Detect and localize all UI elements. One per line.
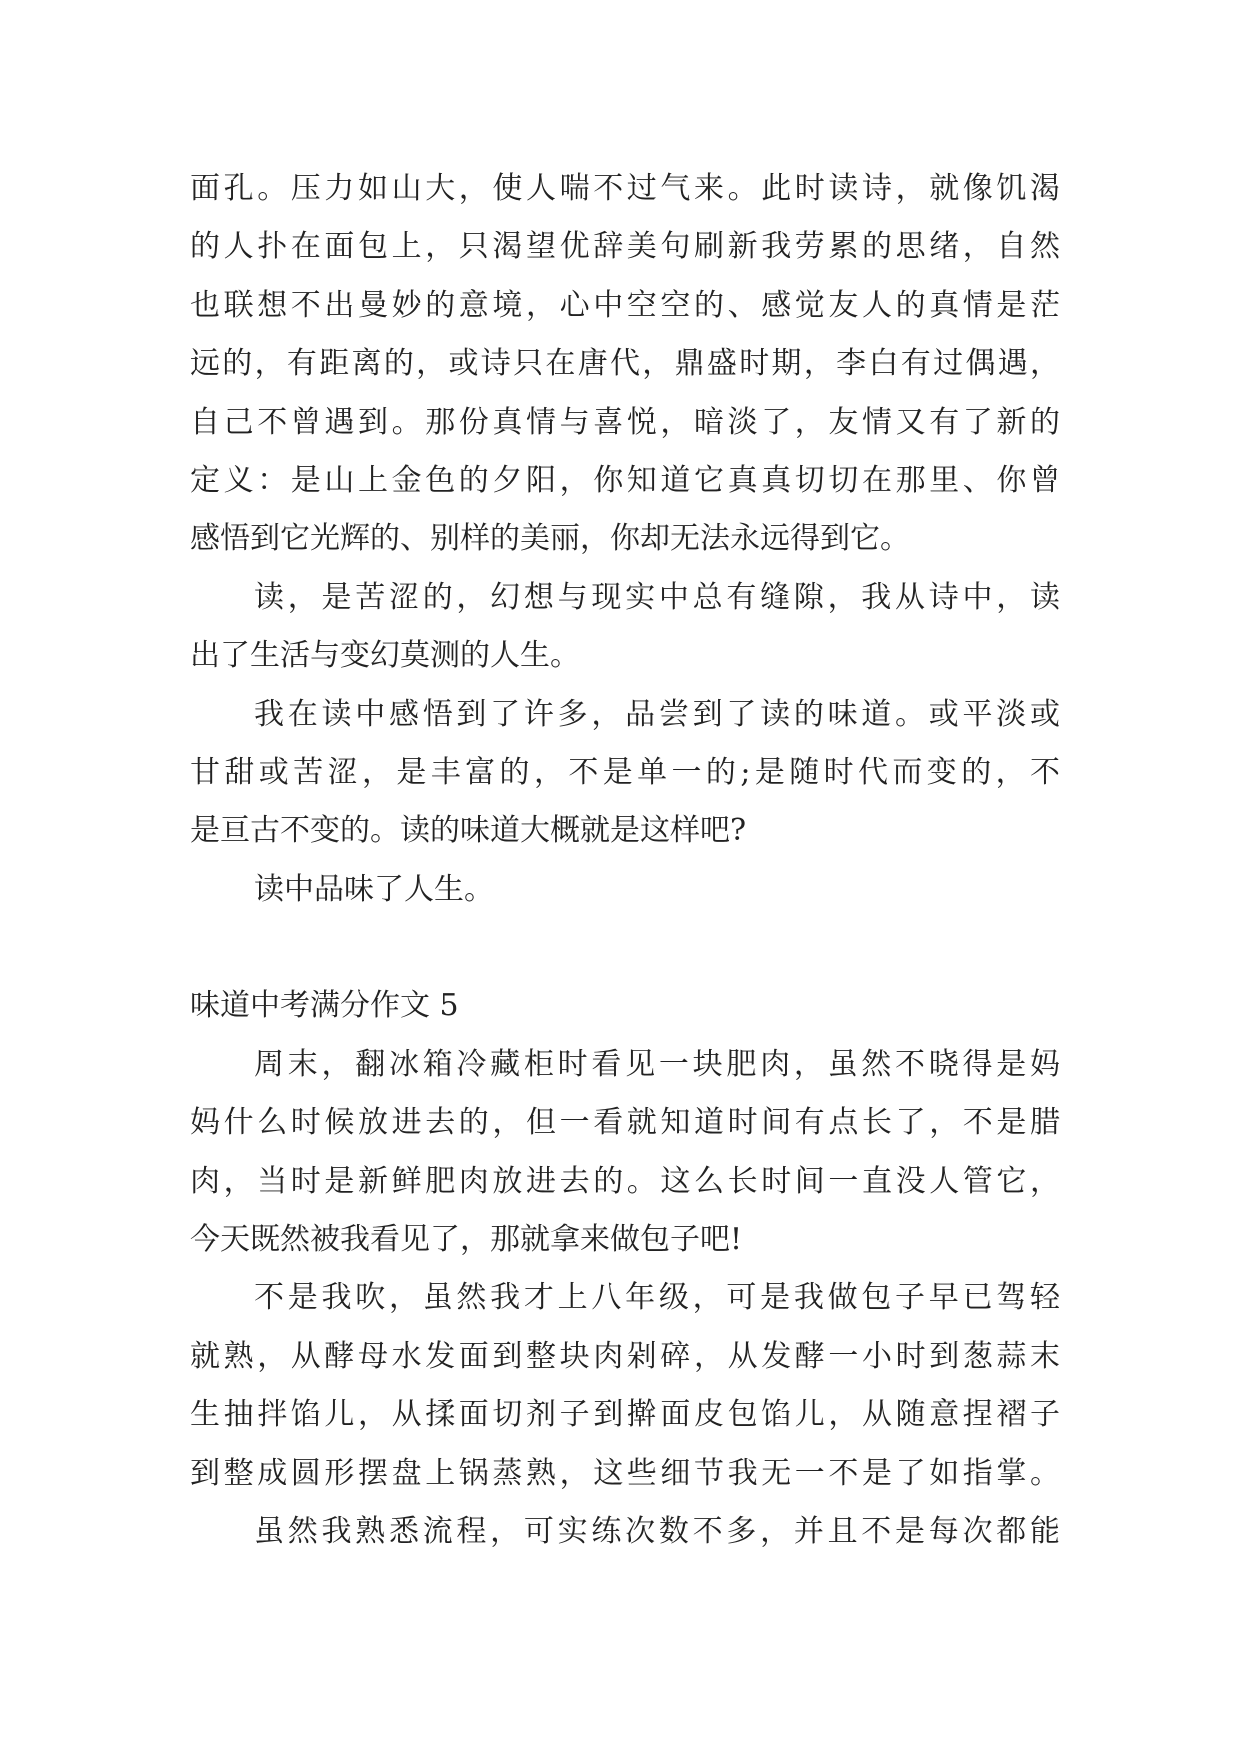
paragraph xyxy=(190,1503,1060,1561)
text-line: 出了生活与变幻莫测的人生。 xyxy=(190,638,580,674)
paragraph xyxy=(190,861,1060,919)
paragraph xyxy=(190,686,1060,861)
text-line: 到整成圆形摆盘上锅蒸熟，这些细节我无一不是了如指掌。 xyxy=(190,1455,1060,1491)
text-line: 就熟，从酵母水发面到整块肉剁碎，从发酵一小时到葱蒜末 xyxy=(190,1338,1060,1374)
text-line: 也联想不出曼妙的意境，心中空空的、感觉友人的真情是茫 xyxy=(190,287,1060,323)
text-line: 生抽拌馅儿，从揉面切剂子到擀面皮包馅儿，从随意捏褶子 xyxy=(190,1397,1060,1433)
text-line: 远的，有距离的，或诗只在唐代，鼎盛时期，李白有过偶遇， xyxy=(190,346,1060,382)
text-line: 感悟到它光辉的、别样的美丽，你却无法永远得到它。 xyxy=(190,521,910,557)
paragraph xyxy=(190,160,1060,569)
text-line: 今天既然被我看见了，那就拿来做包子吧! xyxy=(190,1222,743,1258)
section-title: 味道中考满分作文 5 xyxy=(190,988,459,1024)
text-line: 定义：是山上金色的夕阳，你知道它真真切切在那里、你曾 xyxy=(190,462,1060,498)
paragraph xyxy=(190,1269,1060,1503)
text-line: 妈什么时候放进去的，但一看就知道时间有点长了，不是腊 xyxy=(190,1105,1060,1141)
text-line: 自己不曾遇到。那份真情与喜悦，暗淡了，友情又有了新的 xyxy=(190,404,1060,440)
text-line: 读，是苦涩的，幻想与现实中总有缝隙，我从诗中，读 xyxy=(254,579,1060,615)
text-line: 是亘古不变的。读的味道大概就是这样吧? xyxy=(190,813,747,849)
text-line: 的人扑在面包上，只渴望优辞美句刷新我劳累的思绪，自然 xyxy=(190,229,1060,265)
paragraph xyxy=(190,1036,1060,1270)
paragraph xyxy=(190,569,1060,686)
text-line: 虽然我熟悉流程，可实练次数不多，并且不是每次都能 xyxy=(254,1513,1060,1549)
document-body xyxy=(190,160,1060,1561)
text-line: 甘甜或苦涩，是丰富的，不是单一的;是随时代而变的，不 xyxy=(190,754,1060,790)
text-line: 周末，翻冰箱冷藏柜时看见一块肥肉，虽然不晓得是妈 xyxy=(254,1046,1060,1082)
text-line: 我在读中感悟到了许多，品尝到了读的味道。或平淡或 xyxy=(254,696,1060,732)
spacer xyxy=(190,919,1060,977)
text-line: 面孔。压力如山大，使人喘不过气来。此时读诗，就像饥渴 xyxy=(190,171,1060,206)
text-line: 肉，当时是新鲜肥肉放进去的。这么长时间一直没人管它， xyxy=(190,1163,1060,1199)
text-line: 读中品味了人生。 xyxy=(254,871,494,907)
text-line: 不是我吹，虽然我才上八年级，可是我做包子早已驾轻 xyxy=(254,1280,1060,1316)
